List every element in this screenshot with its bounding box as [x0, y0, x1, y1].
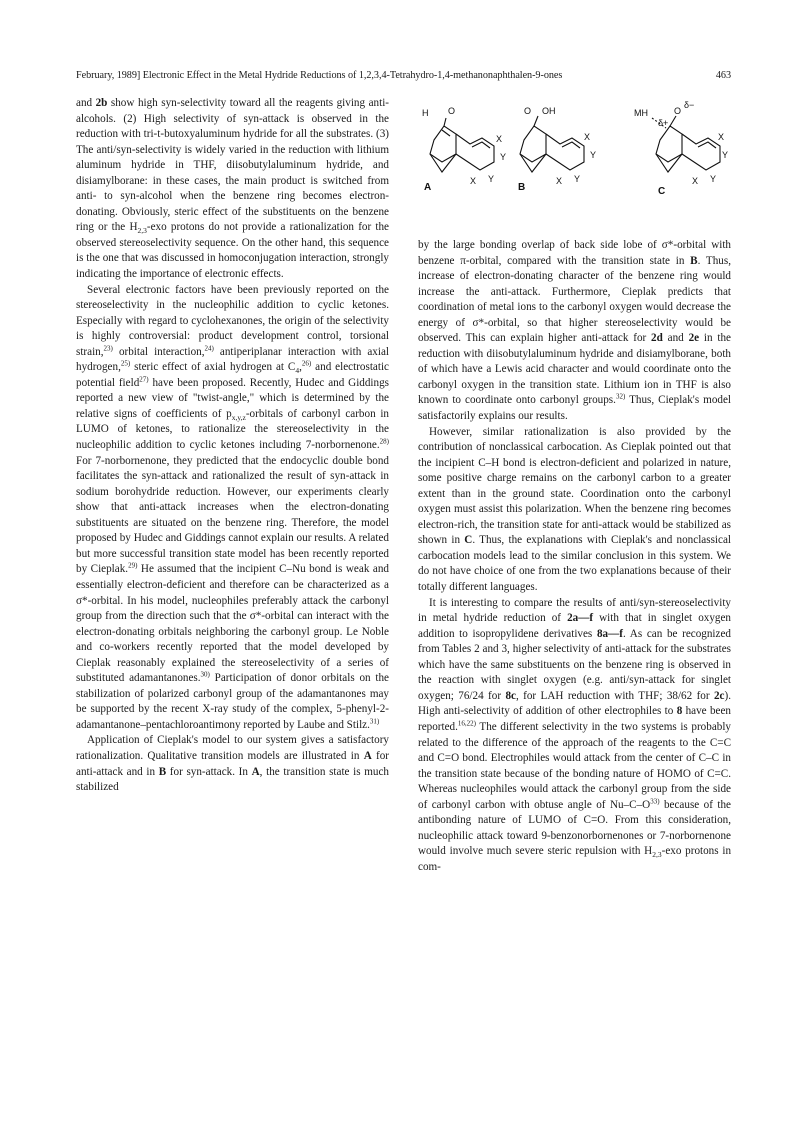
- compound-ref: A: [363, 749, 372, 762]
- b-y-top: Y: [590, 150, 597, 160]
- text-run: with that in singlet oxygen addition to isopropylidene derivatives: [418, 612, 731, 640]
- text-run: Application of Cieplak's model to our system gives a satisfactory rationalization. Qualitative transition models are illustrated in: [76, 734, 389, 762]
- compound-ref: 8: [676, 705, 683, 718]
- citation-ref: 26): [301, 359, 312, 368]
- text-run: He assumed that the incipient C–Nu bond is weak and essentially electron-deficient and therefore can be characterized as a σ*-orbital. In his model, nucleophiles preferably attack the carbonyl group from the direction such that the σ*-orbital can interact with the electron-donating orbitals neighboring the carbonyl group. Le Noble and co-workers recently reported that the model developed by Cieplak reasonably explained the stereoselectivity of a series of substituted adamantanones.: [76, 563, 389, 685]
- text-run: . Thus, the explanations with Cieplak's and nonclassical carbocation models lead to the similar conclusion in this system. We do not have choice of one from the two explanations because of their totally different languages.: [418, 534, 731, 594]
- a-hydride-label: H: [422, 108, 429, 118]
- label-a: A: [424, 182, 432, 193]
- citation-ref: 27): [139, 375, 149, 384]
- compound-ref: B: [690, 254, 698, 267]
- c-y-top: Y: [722, 150, 729, 160]
- text-run: The different selectivity in the two systems is probably related to the difference of the approach of the reagents to the C=C and C=O bond. Electrophiles would attack from the center of C–C in the transition state because of the bonding nature of HOMO of C=C. Whereas nucleophiles would attack the carbonyl group from the side of carbonyl carbon with obtuse angle of Nu–C–O: [418, 720, 731, 811]
- structure-b: [520, 116, 584, 172]
- compound-ref: 2c: [713, 689, 725, 702]
- b-x-bottom: X: [556, 176, 563, 186]
- c-y-bottom: Y: [710, 174, 717, 184]
- text-run: ). High anti-selectivity of addition of other electrophiles to: [418, 689, 731, 718]
- compound-ref: A: [251, 765, 260, 778]
- citation-ref: 33): [650, 796, 660, 805]
- c-metal-hydride-label: MH: [634, 108, 648, 118]
- text-run: It is interesting to compare the results of anti/syn-stereoselectivity in metal hydride reduction of: [418, 596, 731, 625]
- text-run: antiperiplanar interaction with axial hydrogen,: [76, 345, 389, 374]
- running-header: [76, 70, 731, 86]
- c-x-top: X: [718, 132, 725, 142]
- text-run: -orbitals of carbonyl carbon in LUMO of ketones, to rationalize the stereoselectivity in the nucleophilic addition to cyclic ketones including 7-norbornenone.: [76, 407, 390, 452]
- page-number: 463: [715, 70, 731, 81]
- text-run: For 7-norbornenone, they predicted that the endocyclic double bond facilitates the syn-attack and rationalized the result of syn-attack in sodium borohydride reduction. However, our experiments clearly show that anti-attack increases when the electron-donating substituents are situated on the benzene ring. Therefore, the model proposed by Hudec and Giddings cannot explain our results. A related but more successful transition state model has been recently reported by Cieplak.: [76, 454, 389, 576]
- citation-ref: 25): [120, 359, 131, 368]
- paragraph: [418, 596, 731, 876]
- text-run: ,: [299, 361, 302, 374]
- text-run: steric effect of axial hydrogen at C: [130, 361, 296, 374]
- text-run: for anti-attack and in: [76, 749, 390, 778]
- compound-ref: B: [158, 765, 167, 778]
- text-run: , the transition state is much stabilized: [76, 765, 389, 794]
- citation-ref: 16,22): [457, 719, 476, 728]
- subscript: 2,3: [652, 850, 662, 860]
- transition-state-figure: [412, 100, 734, 230]
- compound-ref: 2d: [651, 332, 663, 345]
- text-run: have been proposed. Recently, Hudec and Giddings reported a new view of "twist-angle," which is determined by the relative signs of coefficients of p: [76, 376, 389, 420]
- compound-ref: 8c: [505, 689, 516, 702]
- compound-ref: 8a—f: [596, 627, 623, 640]
- paragraph: [76, 733, 389, 795]
- text-run: . As can be recognized from Tables 2 and 3, higher selectivity of anti-attack for the substrates which have the same substituents on the benzene ring is observed in the reaction with singlet oxygen (e.g. anti/syn-attack for singlet oxygen; 76/24 for: [418, 627, 731, 702]
- a-y-bottom: Y: [488, 174, 495, 184]
- citation-ref: 32): [615, 392, 626, 401]
- a-y-top: Y: [500, 152, 507, 162]
- compound-ref: 2a—f: [567, 612, 594, 625]
- citation-ref: 28): [379, 437, 389, 446]
- text-run: show high syn-selectivity toward all the reagents giving anti-alcohols. (2) High selectivity of syn-attack is observed in the reduction with tri-t-butoxyaluminum hydride for all the substrates. (3) The anti/syn-selectivity is widely varied in the reduction with lithium aluminum hydride in THF, diisobutylaluminum hydride, and disiamylborane: in these cases, the main product is switched from anti- to syn-alcohol when the benzene ring becomes electron-donating. Obviously, steric effect of the substituents on the benzene ring or the H: [76, 97, 389, 234]
- text-run: and: [662, 332, 689, 345]
- c-oxygen-label: O: [674, 106, 682, 116]
- citation-ref: 29): [128, 561, 138, 570]
- citation-ref: 31): [369, 717, 380, 726]
- label-b: B: [518, 182, 526, 193]
- c-delta-minus: δ−: [684, 100, 695, 110]
- b-y-bottom: Y: [574, 174, 581, 184]
- paragraph: [418, 425, 731, 596]
- text-run: Several electronic factors have been previously reported on the stereoselectivity in the nucleophilic addition to cyclic ketones. Especially with regard to cyclohexanones, the origin of the selectivity is highly controversial: product development control, torsional strain,: [76, 283, 389, 358]
- b-oxygen-label: O: [524, 106, 532, 116]
- text-run: , for LAH reduction with THF; 38/62 for: [515, 689, 714, 702]
- text-run: Participation of donor orbitals on the stabilization of polarized carbonyl group of the adamantanones may be supported by the recent X-ray study of the complex, 5-phenyl-2-adamantanone–pentachloroantimony reported by Laube and Stilz.: [76, 672, 389, 731]
- b-x-top: X: [584, 132, 591, 142]
- text-run: have been reported.: [418, 705, 731, 733]
- text-run: orbital interaction,: [112, 345, 205, 358]
- text-run: -exo protons in com-: [418, 845, 732, 873]
- subscript: 2,3: [137, 226, 147, 236]
- header-title: February, 1989] Electronic Effect in the Metal Hydride Reductions of 1,2,3,4-Tetrahydro-1,4-methanonaphthalen-9-ones: [76, 70, 563, 81]
- text-run: in the reduction with diisobutylaluminum hydride and disiamylborane, both of which have a Lewis acid character and would coordinate onto the carbonyl oxygen in the transition state. Lithium ion in THF is also known to coordinate onto carbonyl groups.: [418, 332, 731, 407]
- citation-ref: 23): [103, 344, 113, 353]
- compound-ref: 2e: [688, 332, 700, 345]
- text-run: -exo protons do not provide a rationalization for the observed stereoselectivity sequence. On the other hand, this sequence is the one that was discussed in homoconjugation interaction, strongly indicating the importance of electronic effects.: [76, 221, 389, 281]
- paragraph: [76, 96, 389, 283]
- left-column: [76, 96, 389, 796]
- compound-ref: 2b: [95, 97, 108, 109]
- b-oh-label: OH: [542, 106, 556, 116]
- text-run: . Thus, increase of electron-donating character of the benzene ring would increase the anti-attack. Furthermore, Cieplak predicts that coordination of metal ions to the carbonyl oxygen would decrease the energy of σ*-orbital, so that higher stereoselectivity would be observed. This can explain higher anti-attack for: [418, 254, 731, 345]
- structure-a: [430, 118, 494, 172]
- c-x-bottom: X: [692, 176, 699, 186]
- transition-state-diagram: [412, 100, 734, 230]
- citation-ref: 24): [204, 344, 214, 353]
- a-x-top: X: [496, 134, 503, 144]
- c-delta-plus: δ+: [658, 118, 669, 128]
- right-column: [418, 238, 731, 875]
- text-run: for syn-attack. In: [166, 765, 252, 778]
- subscript: x,y,z: [231, 413, 246, 423]
- label-c: C: [658, 186, 666, 197]
- compound-ref: C: [464, 534, 473, 547]
- subscript: 4: [295, 366, 300, 376]
- a-x-bottom: X: [470, 176, 477, 186]
- text-run: and: [76, 97, 96, 109]
- text-run: because of the antibonding nature of LUMO of C=O. From this consideration, nucleophilic attack toward 9-benzonorbornenones or 7-norbornenone would involve much severe steric repulsion with H: [418, 798, 731, 858]
- text-run: and electrostatic potential field: [76, 361, 389, 389]
- text-run: However, similar rationalization is also provided by the contribution of nonclassical carbocation. As Cieplak pointed out that the incipient C–H bond is electron-deficient and polarized in nature, some positive charge remains on the carbonyl carbon to a greater extent than in the ground state. Coordination onto the carbonyl oxygen must assist this polarization. When the benzene ring becomes electron-rich, the transition state for anti-attack would be stabilized as shown in: [418, 425, 731, 547]
- paragraph: [76, 283, 389, 734]
- citation-ref: 30): [200, 670, 210, 679]
- text-run: by the large bonding overlap of back side lobe of σ*-orbital with benzene π-orbital, compared with the transition state in: [418, 239, 731, 267]
- text-run: Thus, Cieplak's model satisfactorily explains our results.: [418, 394, 732, 423]
- a-oxygen-label: O: [448, 106, 456, 116]
- paragraph: [418, 238, 731, 425]
